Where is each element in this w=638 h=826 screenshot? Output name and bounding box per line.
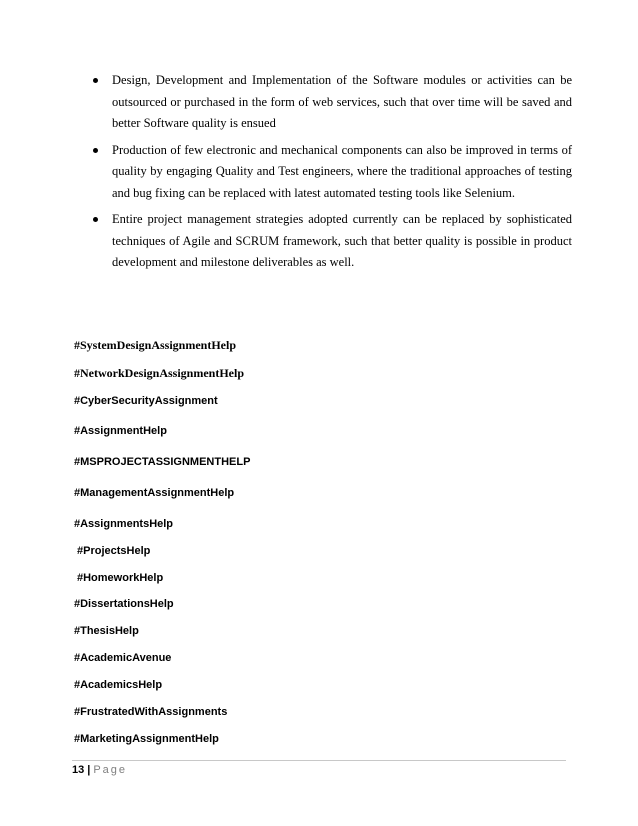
bullet-text: Production of few electronic and mechanical components can also be improved in terms of quality by engaging Quality and Test engineers, where the traditional approaches of testing and bug fixing can be replaced with latest automated testing tools like Selenium. bbox=[112, 142, 572, 200]
bullet-icon bbox=[93, 217, 98, 222]
hashtag: #AcademicAvenue bbox=[74, 652, 172, 664]
bullet-text: Design, Development and Implementation of the Software modules or activities can be outsourced or purchased in the form of web services, such that over time will be saved and better Software quality is ensued bbox=[112, 73, 572, 130]
hashtag: #AssignmentsHelp bbox=[74, 518, 174, 530]
hashtag: #AssignmentHelp bbox=[74, 425, 167, 437]
hashtag: #NetworkDesignAssignmentHelp bbox=[74, 366, 244, 380]
page-label: Page bbox=[93, 764, 128, 776]
page-footer bbox=[72, 764, 127, 776]
hashtag: #ThesisHelp bbox=[74, 625, 139, 637]
bullet-icon bbox=[93, 148, 98, 153]
hashtag: #CyberSecurityAssignment bbox=[74, 395, 218, 407]
bullet-item bbox=[92, 140, 572, 205]
hashtag: #AcademicsHelp bbox=[74, 679, 163, 691]
hashtag: #ManagementAssignmentHelp bbox=[74, 487, 235, 499]
bullet-text: Entire project management strategies adopted currently can be replaced by sophisticated techniques of Agile and SCRUM framework, such that better quality is possible in product development and milestone deliverables as well. bbox=[112, 212, 572, 269]
footer-divider bbox=[72, 760, 566, 761]
hashtag-list bbox=[74, 337, 250, 751]
bullet-icon bbox=[93, 78, 98, 83]
hashtag: #SystemDesignAssignmentHelp bbox=[74, 338, 237, 352]
hashtag: #ProjectsHelp bbox=[77, 545, 151, 557]
page-number: 13 bbox=[72, 764, 85, 776]
bullet-item bbox=[92, 209, 572, 274]
hashtag: #HomeworkHelp bbox=[77, 572, 164, 584]
bullet-item bbox=[92, 70, 572, 135]
hashtag: #MarketingAssignmentHelp bbox=[74, 733, 219, 745]
bullet-list bbox=[92, 70, 572, 279]
hashtag: #DissertationsHelp bbox=[74, 598, 174, 610]
footer-separator: | bbox=[87, 764, 91, 776]
hashtag: #MSPROJECTASSIGNMENTHELP bbox=[74, 456, 251, 468]
hashtag: #FrustratedWithAssignments bbox=[74, 706, 228, 718]
